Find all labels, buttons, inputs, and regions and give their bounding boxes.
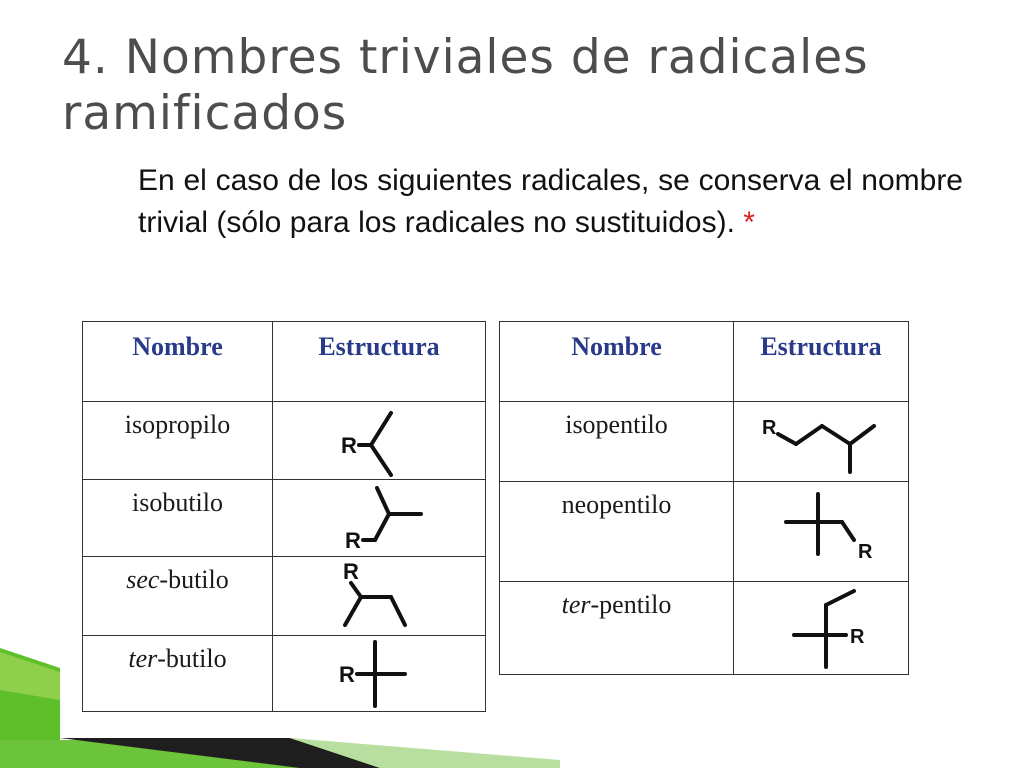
r-label: R [339,661,355,687]
tert-pentyl-structure-icon [746,585,896,671]
table-row [83,480,486,557]
tert-butyl-structure-icon [319,638,439,710]
neopentyl-structure-icon [746,492,896,572]
intro-text: En el caso de los siguientes radicales, se conserva el nombre trivial (sólo para los radicales no sustituidos). [138,164,963,239]
r-label: R [858,540,873,563]
structure-cell [273,557,486,636]
column-header-estructura: Estructura [734,322,909,402]
r-label: R [850,626,865,648]
table-row [500,582,909,675]
radical-prefix: ter [128,644,158,673]
sec-butyl-structure-icon [319,559,439,633]
radical-name-text: isopentilo [565,410,668,439]
column-header-nombre: Nombre [83,322,273,402]
table-row [83,557,486,636]
column-header-estructura: Estructura [273,322,486,402]
radicals-table-left [82,321,486,712]
radical-name [83,402,273,480]
radical-name-text: neopentilo [561,490,672,519]
radical-prefix: ter [561,590,591,619]
column-header-nombre: Nombre [500,322,734,402]
intro-paragraph [138,160,963,244]
page-title: 4. Nombres triviales de radicales ramificados [62,30,869,141]
radicals-table-right [499,321,909,675]
structure-cell [734,402,909,482]
table-row [500,482,909,582]
radical-name-text: -butilo [159,565,229,594]
r-label: R [762,416,777,439]
structure-cell [734,482,909,582]
structure-cell [734,582,909,675]
radical-name [500,582,734,675]
radical-name-text: isopropilo [124,410,231,439]
table-row [500,402,909,482]
radical-name [83,480,273,557]
radical-prefix: sec [126,565,160,594]
isopropyl-structure-icon [319,405,439,477]
structure-cell [273,480,486,557]
radical-name-text: -pentilo [590,590,672,619]
radical-name-text: isobutilo [131,488,223,517]
r-label: R [341,432,357,458]
r-label: R [345,528,361,553]
asterisk-note: * [743,206,755,239]
table-header-row [83,322,486,402]
table-header-row [500,322,909,402]
radical-name-text: -butilo [157,644,227,673]
structure-cell [273,636,486,712]
structure-cell [273,402,486,480]
radical-name [83,557,273,636]
isobutyl-structure-icon [319,482,439,554]
table-row [83,402,486,480]
radical-name [500,402,734,482]
r-label: R [343,559,359,584]
radical-name [500,482,734,582]
isopentyl-structure-icon [746,406,896,478]
table-row [83,636,486,712]
radical-name [83,636,273,712]
